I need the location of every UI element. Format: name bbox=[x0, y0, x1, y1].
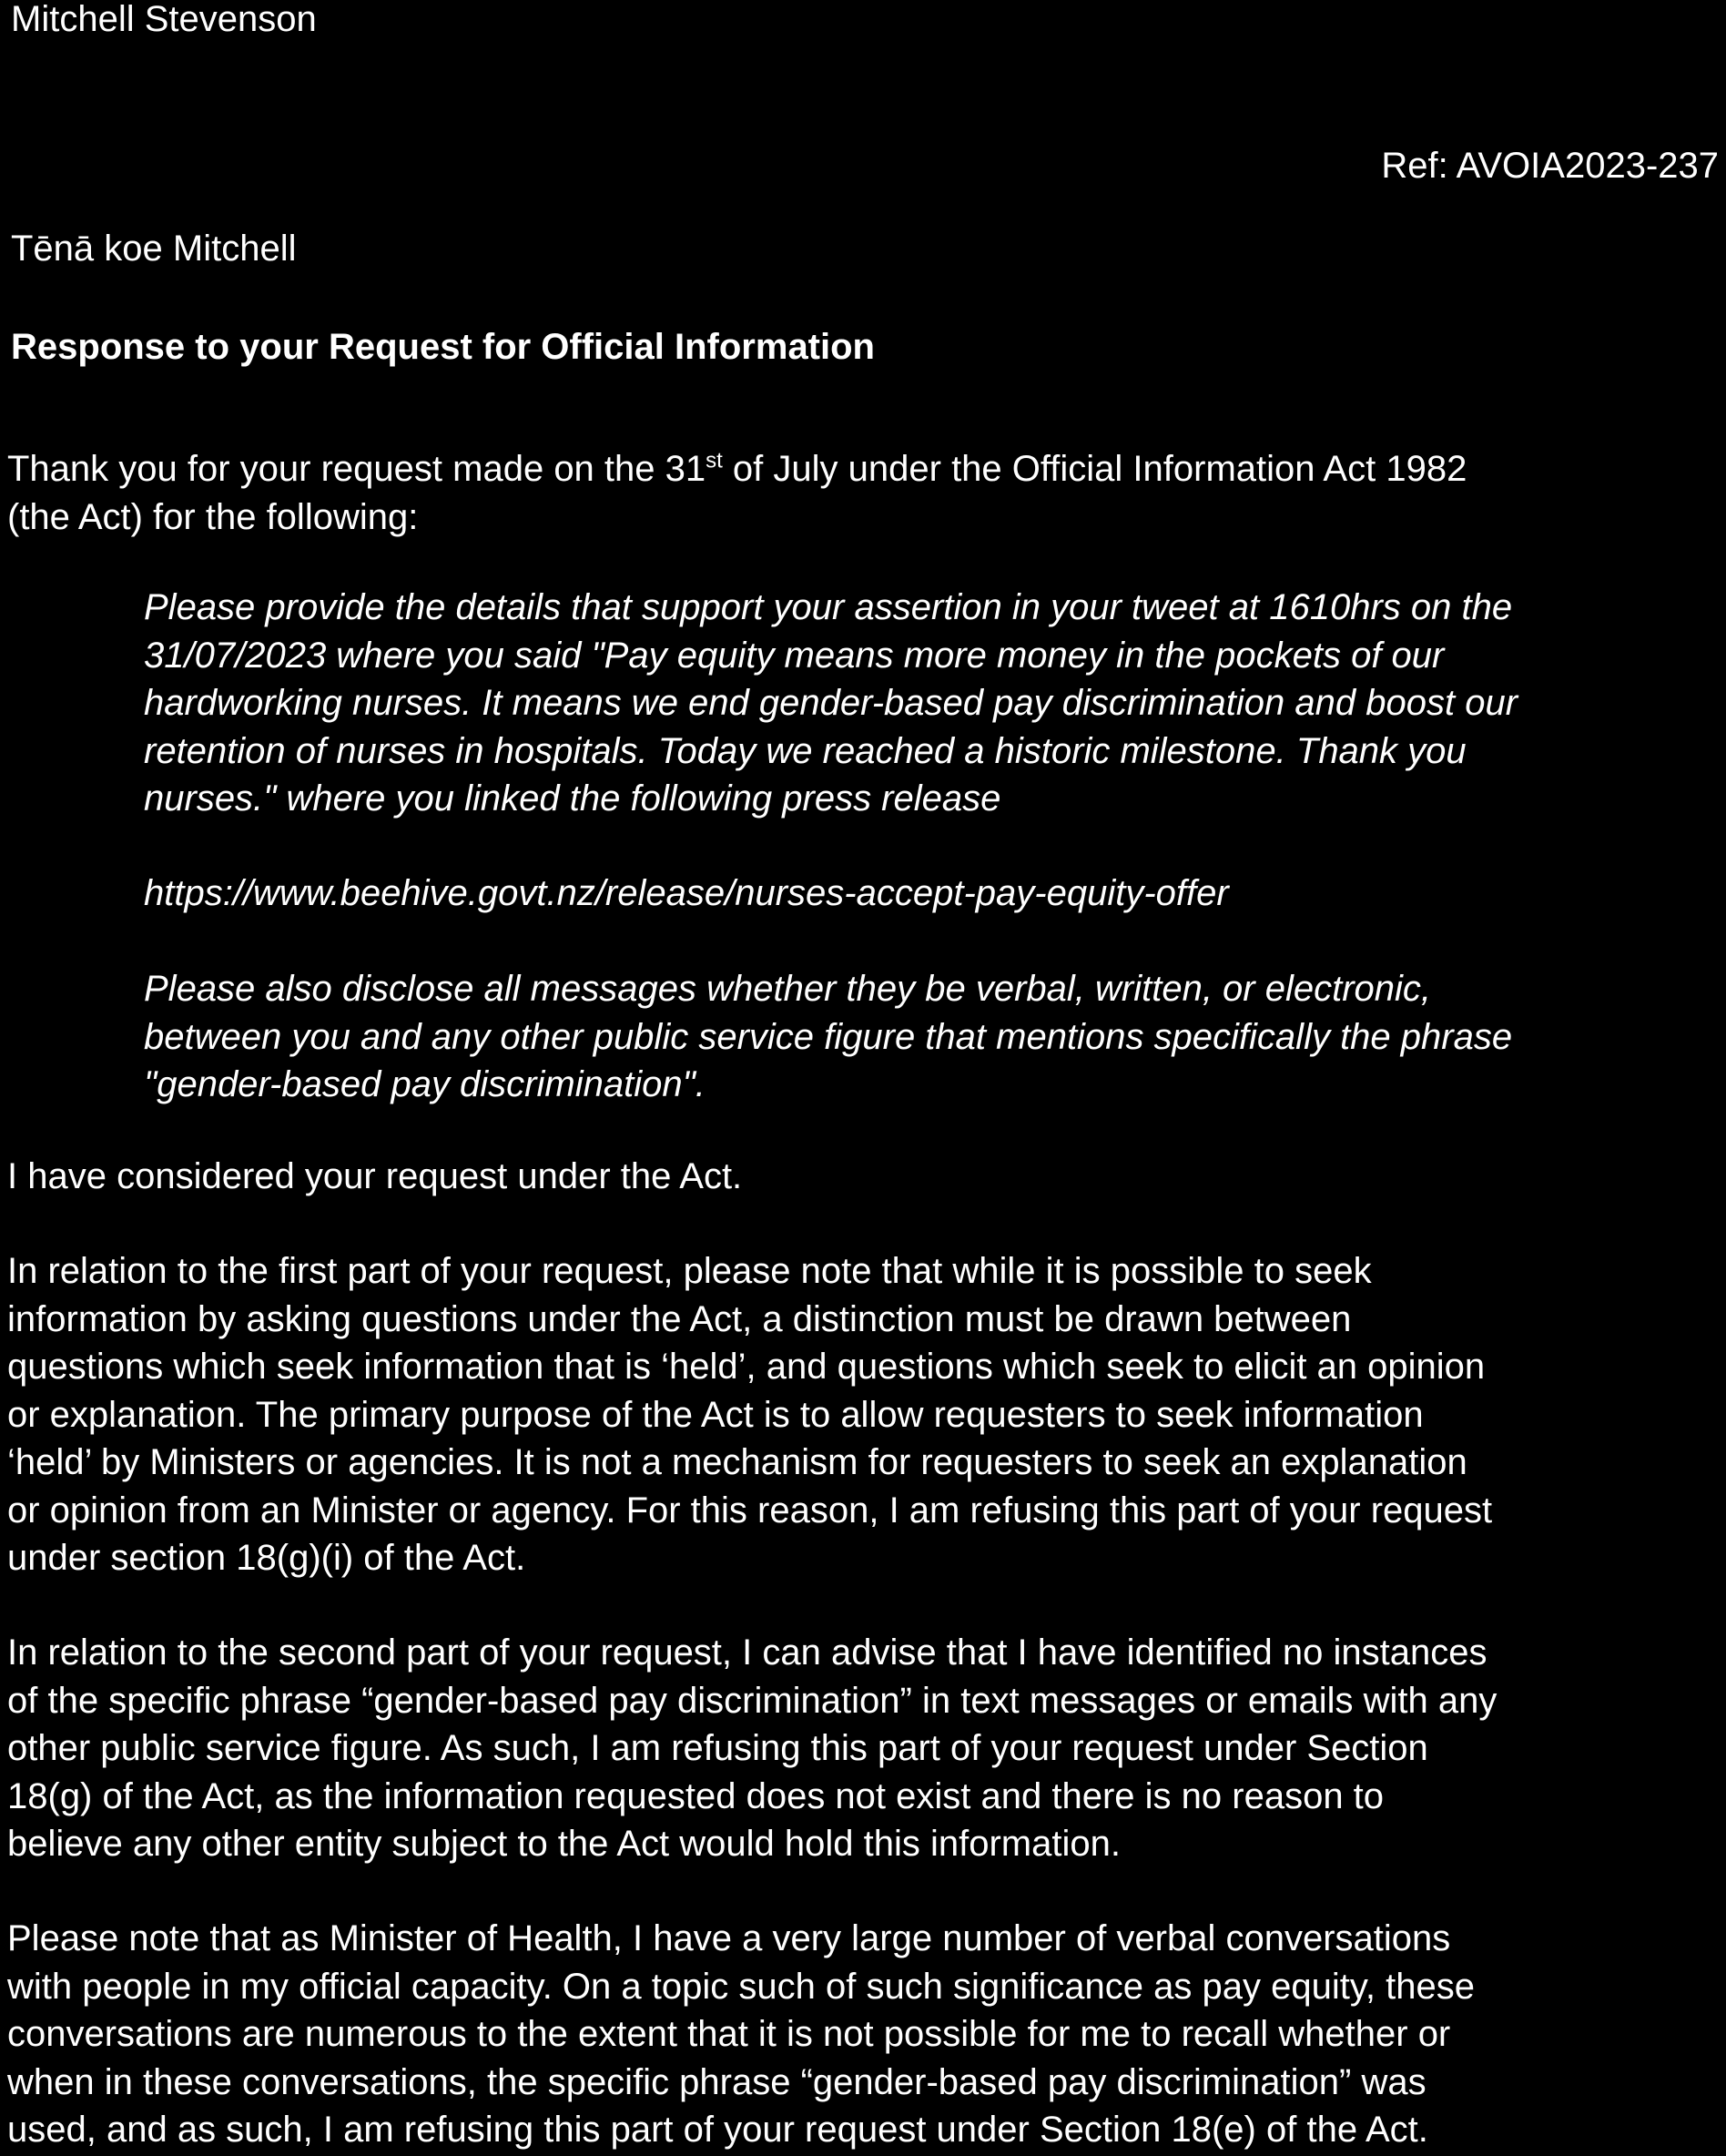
intro-line-1-prefix: Thank you for your request made on the 31 bbox=[7, 449, 706, 489]
body-line: of the specific phrase “gender-based pay discrimination” in text messages or emails with any bbox=[7, 1680, 1498, 1721]
quote-line: hardworking nurses. It means we end gender-based pay discrimination and boost our bbox=[144, 683, 1518, 723]
body-line: In relation to the first part of your request, please note that while it is possible to seek bbox=[7, 1251, 1372, 1291]
quote-line: "gender-based pay discrimination". bbox=[144, 1064, 706, 1104]
body-line: or opinion from an Minister or agency. For this reason, I am refusing this part of your request bbox=[7, 1490, 1493, 1531]
body-line: I have considered your request under the Act. bbox=[7, 1156, 743, 1196]
body-line: or explanation. The primary purpose of the Act is to allow requesters to seek information bbox=[7, 1394, 1424, 1435]
body-line: when in these conversations, the specific phrase “gender-based pay discrimination” was bbox=[7, 2061, 1426, 2102]
quoted-request-part-2 bbox=[144, 965, 1719, 1109]
quote-line: retention of nurses in hospitals. Today we reached a historic milestone. Thank you bbox=[144, 730, 1467, 771]
body-line: questions which seek information that is ‘held’, and questions which seek to elicit an opinion bbox=[7, 1347, 1486, 1387]
body-line: In relation to the second part of your request, I can advise that I have identified no instances bbox=[7, 1632, 1487, 1673]
first-part-response-paragraph bbox=[7, 1247, 1719, 1582]
intro-line-1-suffix: of July under the Official Information Act 1982 bbox=[722, 449, 1467, 489]
date-ordinal-suffix: st bbox=[706, 448, 723, 473]
intro-line-2: (the Act) for the following: bbox=[7, 496, 419, 537]
intro-paragraph bbox=[7, 445, 1719, 541]
body-line: with people in my official capacity. On a topic such of such significance as pay equity, these bbox=[7, 1966, 1475, 2007]
quote-line: nurses." where you linked the following press release bbox=[144, 778, 1001, 819]
quoted-request-part-1 bbox=[144, 584, 1719, 823]
reference-number: Ref: AVOIA2023-237 bbox=[1381, 146, 1719, 186]
second-part-response-paragraph bbox=[7, 1629, 1719, 1868]
body-line: believe any other entity subject to the Act would hold this information. bbox=[7, 1824, 1121, 1864]
press-release-url[interactable]: https://www.beehive.govt.nz/release/nurses-accept-pay-equity-offer bbox=[144, 873, 1229, 913]
considered-paragraph bbox=[7, 1153, 1719, 1201]
body-line: used, and as such, I am refusing this part of your request under Section 18(e) of the Act. bbox=[7, 2110, 1428, 2150]
intro-line-1 bbox=[7, 445, 1719, 493]
body-line: 18(g) of the Act, as the information requested does not exist and there is no reason to bbox=[7, 1775, 1385, 1816]
body-line: ‘held’ by Ministers or agencies. It is not a mechanism for requesters to seek an explanation bbox=[7, 1442, 1467, 1482]
press-release-link[interactable] bbox=[144, 870, 1719, 918]
greeting: Tēnā koe Mitchell bbox=[11, 229, 297, 269]
recipient-name: Mitchell Stevenson bbox=[11, 0, 317, 39]
body-line: conversations are numerous to the extent that it is not possible for me to recall whether or bbox=[7, 2014, 1451, 2054]
body-line: under section 18(g)(i) of the Act. bbox=[7, 1538, 526, 1578]
body-line: information by asking questions under the Act, a distinction must be drawn between bbox=[7, 1298, 1352, 1339]
body-line: Please note that as Minister of Health, I have a very large number of verbal conversations bbox=[7, 1918, 1451, 1958]
quote-line: 31/07/2023 where you said "Pay equity means more money in the pockets of our bbox=[144, 635, 1445, 676]
body-line: other public service figure. As such, I am refusing this part of your request under Section bbox=[7, 1728, 1428, 1768]
subject-heading: Response to your Request for Official Information bbox=[11, 327, 875, 367]
quote-line: Please provide the details that support your assertion in your tweet at 1610hrs on the bbox=[144, 587, 1513, 627]
quote-line: Please also disclose all messages whether they be verbal, written, or electronic, bbox=[144, 969, 1432, 1009]
quote-line: between you and any other public service figure that mentions specifically the phrase bbox=[144, 1016, 1513, 1057]
verbal-conversations-paragraph bbox=[7, 1915, 1719, 2154]
